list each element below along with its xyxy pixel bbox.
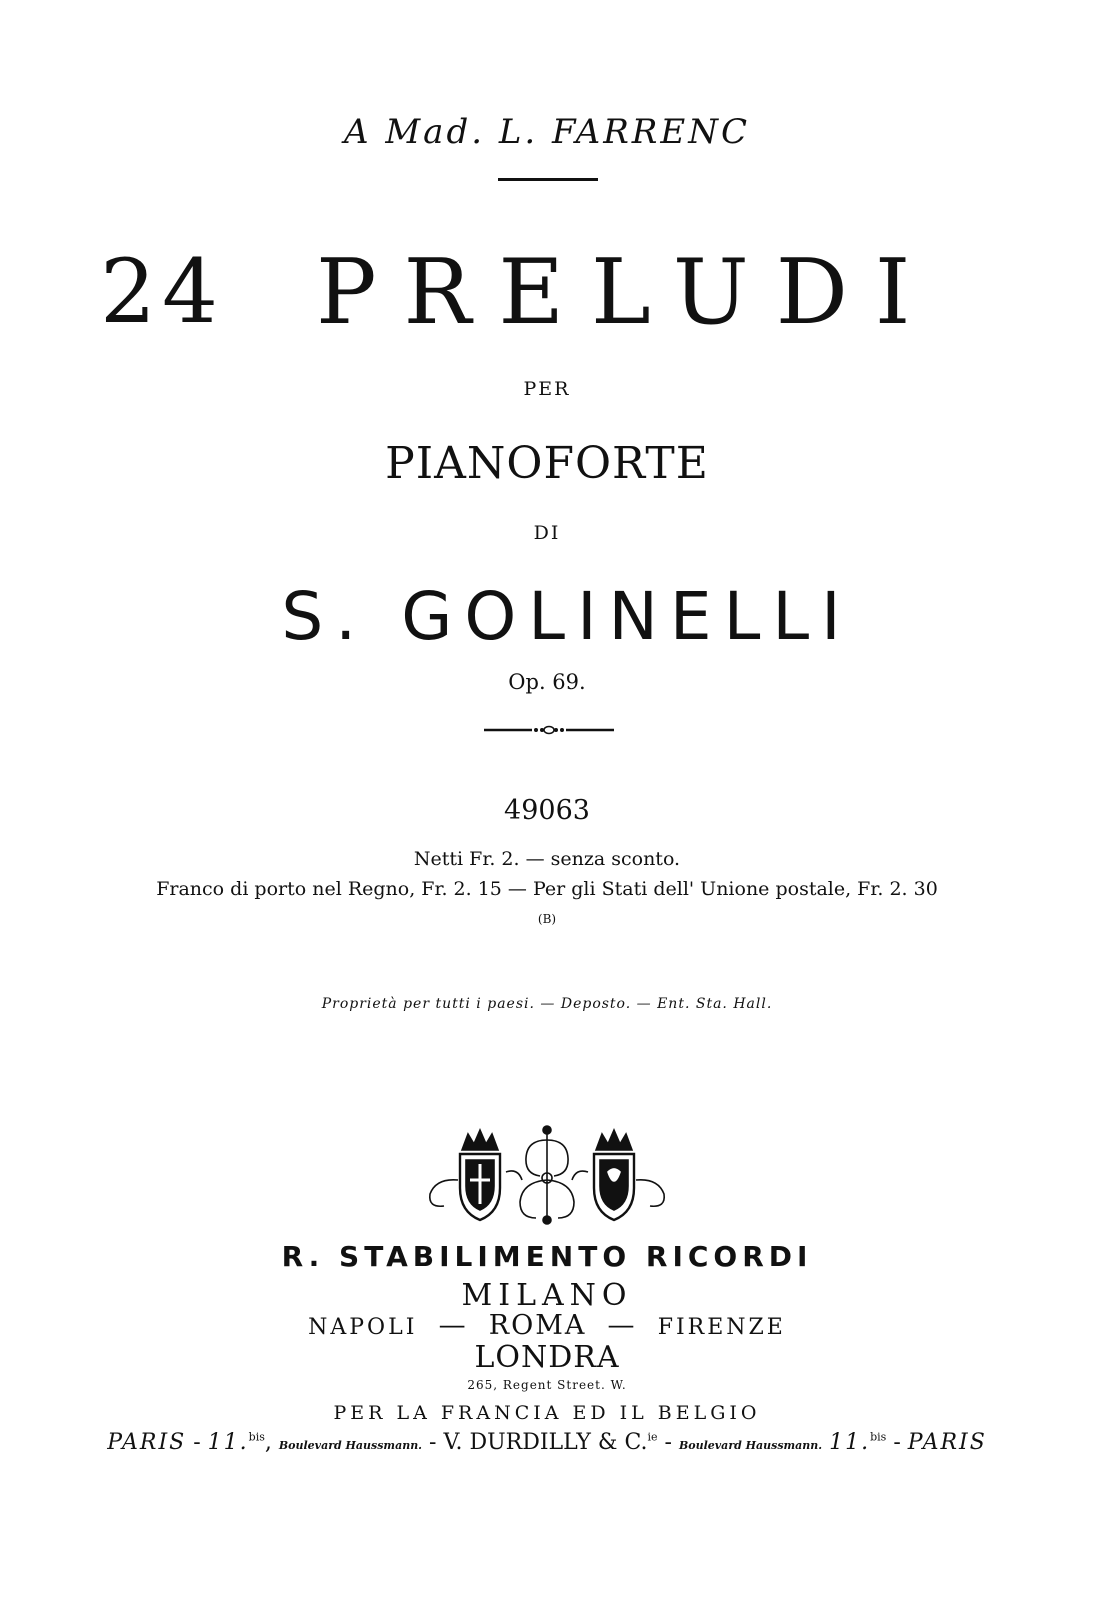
durdilly: V. DURDILLY & C. bbox=[443, 1430, 648, 1455]
cities-line bbox=[0, 1310, 1094, 1341]
boulevard-right: Boulevard Haussmann. bbox=[678, 1439, 823, 1452]
city-dash: — bbox=[438, 1310, 468, 1341]
title-word: PRELUDI bbox=[316, 240, 938, 345]
bis-right: bis bbox=[870, 1430, 887, 1444]
dedication: A Mad. L. FARRENC bbox=[344, 112, 750, 152]
paris-number-left: 11. bbox=[207, 1430, 249, 1455]
france-belgium-line: PER LA FRANCIA ED IL BELGIO bbox=[333, 1402, 761, 1424]
instrument: PIANOFORTE bbox=[385, 438, 709, 489]
rights-notice: Proprietà per tutti i paesi. — Deposto. — Ent. Sta. Hall. bbox=[321, 996, 773, 1012]
di-text: DI bbox=[533, 522, 561, 544]
city-roma: ROMA bbox=[488, 1310, 587, 1341]
boulevard-left: Boulevard Haussmann. bbox=[278, 1439, 423, 1452]
bis-left: bis bbox=[248, 1430, 265, 1444]
paris-right: PARIS bbox=[907, 1430, 987, 1455]
paris-number-right: 11. bbox=[829, 1430, 871, 1455]
city-dash: — bbox=[607, 1310, 637, 1341]
city-napoli: NAPOLI bbox=[308, 1315, 418, 1340]
plate-number: 49063 bbox=[504, 795, 590, 826]
durdilly-sup: ie bbox=[647, 1430, 658, 1444]
paris-left: PARIS bbox=[107, 1430, 187, 1455]
coat-of-arms-icon bbox=[422, 1120, 672, 1230]
title-number: 24 bbox=[100, 240, 224, 343]
price-franco: Franco di porto nel Regno, Fr. 2. 15 — Per gli Stati dell' Unione postale, Fr. 2. 30 bbox=[156, 878, 938, 900]
ornament-divider-icon bbox=[484, 720, 614, 740]
city-milano: MILANO bbox=[461, 1278, 633, 1313]
city-londra: LONDRA bbox=[474, 1340, 620, 1375]
separator: - bbox=[193, 1430, 201, 1455]
separator: - bbox=[893, 1430, 901, 1455]
separator: - bbox=[664, 1430, 672, 1455]
london-address: 265, Regent Street. W. bbox=[467, 1378, 627, 1392]
separator: - bbox=[429, 1430, 437, 1455]
price-netti: Netti Fr. 2. — senza sconto. bbox=[413, 848, 681, 870]
divider-rule bbox=[498, 178, 598, 181]
composer-name: S. GOLINELLI bbox=[281, 578, 853, 655]
publisher-name: R. STABILIMENTO RICORDI bbox=[281, 1240, 813, 1273]
paris-line: PARIS - 11.$^{bis}$, Boulevard Haussmann. - V. DURDILLY & C.$^{ie}$ - Boulevard Haussmann. 11.$^{bis}$ - PARIS bbox=[107, 1430, 987, 1455]
opus-number: Op. 69. bbox=[508, 670, 586, 694]
city-firenze: FIRENZE bbox=[657, 1315, 786, 1340]
price-mark: (B) bbox=[537, 912, 557, 926]
per-text: PER bbox=[523, 378, 571, 400]
